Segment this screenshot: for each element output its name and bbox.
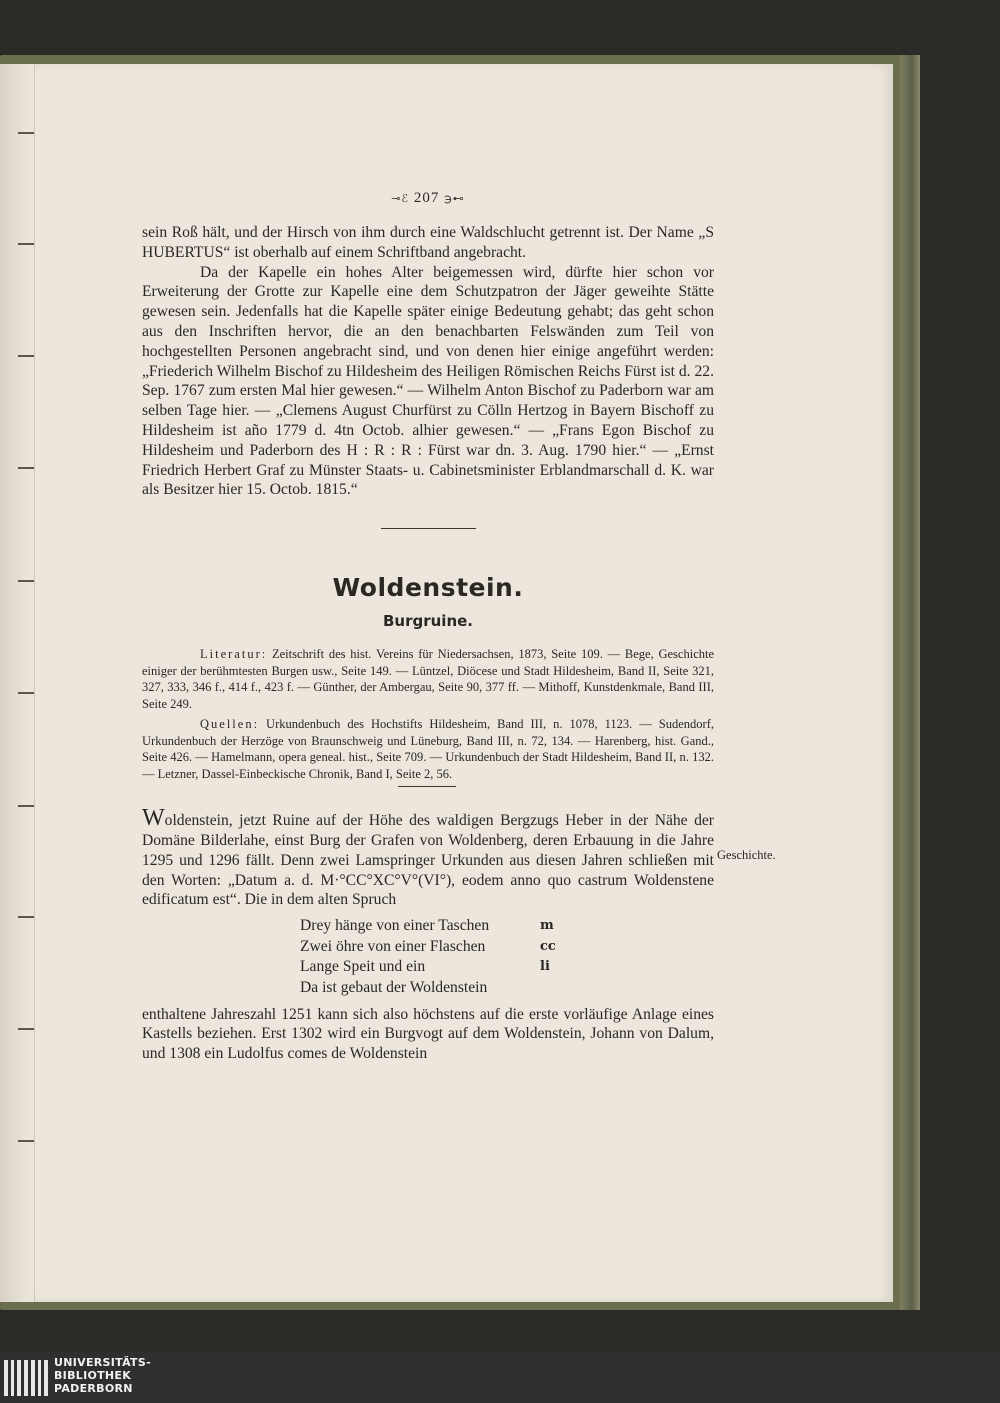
paragraph-year: enthaltene Jahreszahl 1251 kann sich also höchstens auf die erste vorläufige Anlage eines Kastells beziehen. Erst 1302 wird ein Burgvogt auf dem Woldenstein, Johann von Dalum, und 1308 ein Ludolfus comes de Woldenstein	[142, 1005, 714, 1063]
sources-text: Urkundenbuch des Hochstifts Hildesheim, Band III, n. 1078, 1123. — Sudendorf, Urkundenbuch der Herzöge von Braunschweig und Lüneburg, Band III, n. 72, 134. — Harenberg, hist. Gand., Seite 426. — Hamelmann, opera geneal. hist., Seite 709. — Urkundenbuch der Stadt Hildesheim, Band II, n. 132. — Letzner, Dassel-Einbeckische Chronik, Band I, Seite 2, 56.	[142, 717, 714, 781]
library-name	[54, 1356, 151, 1395]
verse-text: Lange Speit und ein	[300, 958, 426, 976]
binding-stitch	[18, 805, 34, 807]
literature-label: Literatur:	[200, 647, 268, 662]
initial-letter: W	[142, 805, 165, 832]
ornament-left-icon: ⊸ℰ	[391, 193, 410, 205]
binding-stitch	[18, 692, 34, 694]
section-divider	[381, 528, 476, 529]
woldenstein-text: oldenstein, jetzt Ruine auf der Höhe des waldigen Bergzugs Heber in der Nähe der Domäne Bilderlahe, einst Burg der Grafen von Woldenberg, deren Erbauung in die Jahre 1295 und 1296 fällt. Denn zwei Lamspringer Urkunden aus diesen Jahren schließen mit den Worten: „Datum a. d. M·°CC°XC°V°(VI°), eodem anno quo castrum Woldenstene edificatum est“. Die in dem alten Spruch	[142, 812, 714, 909]
verse-block	[300, 916, 714, 998]
page-gutter	[0, 64, 35, 1302]
verse-mark: m	[540, 918, 554, 934]
verse-line	[300, 978, 714, 999]
literature-text: Zeitschrift des hist. Vereins für Niedersachsen, 1873, Seite 109. — Bege, Geschichte einiger der berühmtesten Burgen usw., Seite 149. — Lüntzel, Diöcese und Stadt Hildesheim, Band II, Seite 321, 327, 333, 346 f., 414 f., 423 f. — Günther, der Ambergau, Seite 90, 377 ff. — Mithoff, Kunstdenkmale, Band III, Seite 249.	[142, 647, 715, 711]
page-number-value: 207	[413, 190, 440, 206]
section-title: Woldenstein.	[332, 573, 524, 603]
paragraph-chapel-history: Da der Kapelle ein hohes Alter beigemessen wird, dürfte hier schon vor Erweiterung der Grotte zur Kapelle eine dem Schutzpatron der Jäger geweihte Stätte gewesen sein. Jedenfalls hat die Kapelle später einige Bedeutung gehabt; das geht schon aus den Inschriften hervor, die an den benachbarten Felswänden zum Teil von hochgestellten Personen angebracht sind, und von denen hier einige angeführt werden: „Friederich Wilhelm Bischof zu Hildesheim des Heiligen Römischen Reichs Fürst ist d. 22. Sep. 1767 zum ersten Mal hier gewesen.“ — Wilhelm Anton Bischof zu Paderborn war am selben Tage hier. — „Clemens August Churfürst zu Cölln Hertzog in Bayern Bischoff zu Hildesheim ist año 1779 d. 4tn Octob. alhier gewesen.“ — „Frans Egon Bischof zu Hildesheim und Paderborn des H : R : R : Fürst war dn. 3. Aug. 1790 hier.“ — „Ernst Friedrich Herbert Graf zu Münster Staats- u. Cabinetsminister Erblandmarschall d. K. war als Besitzer hier 15. Octob. 1815.“	[142, 263, 714, 499]
verse-line	[300, 957, 714, 978]
margin-note: Geschichte.	[717, 848, 776, 862]
verse-mark: li	[540, 959, 550, 975]
verse-line	[300, 916, 714, 937]
paragraph-woldenstein	[142, 805, 714, 910]
literature-note	[142, 646, 714, 712]
library-name-line: BIBLIOTHEK	[54, 1369, 132, 1382]
verse-text: Drey hänge von einer Taschen	[300, 917, 490, 935]
binding-stitch	[18, 916, 34, 918]
page-content	[142, 190, 714, 1064]
library-footer	[0, 1352, 1000, 1403]
binding-stitch	[18, 580, 34, 582]
paragraph-hubertus: sein Roß hält, und der Hirsch von ihm durch eine Waldschlucht getrennt ist. Der Name „S HUBERTUS“ ist oberhalb auf einem Schriftband angebracht.	[142, 224, 714, 261]
sources-label: Quellen:	[200, 717, 260, 732]
sources-note	[142, 716, 714, 782]
verse-line	[300, 937, 714, 958]
book-cover-edge	[900, 55, 920, 1310]
page-number	[142, 190, 714, 207]
verse-text: Da ist gebaut der Woldenstein	[300, 978, 488, 996]
notes-divider	[398, 786, 456, 787]
binding-stitch	[18, 132, 34, 134]
library-logo-icon	[4, 1360, 48, 1396]
binding-stitch	[18, 467, 34, 469]
binding-stitch	[18, 1028, 34, 1030]
section-subtitle: Burgruine.	[382, 612, 473, 631]
verse-text: Zwei öhre von einer Flaschen	[300, 937, 486, 955]
binding-stitch	[18, 355, 34, 357]
ornament-right-icon: ℈⊷	[444, 193, 465, 205]
binding-stitch	[18, 243, 34, 245]
library-name-line: UNIVERSITÄTS-	[54, 1356, 151, 1369]
binding-stitch	[18, 1140, 34, 1142]
library-name-line: PADERBORN	[54, 1382, 133, 1395]
verse-mark: cc	[540, 938, 556, 954]
